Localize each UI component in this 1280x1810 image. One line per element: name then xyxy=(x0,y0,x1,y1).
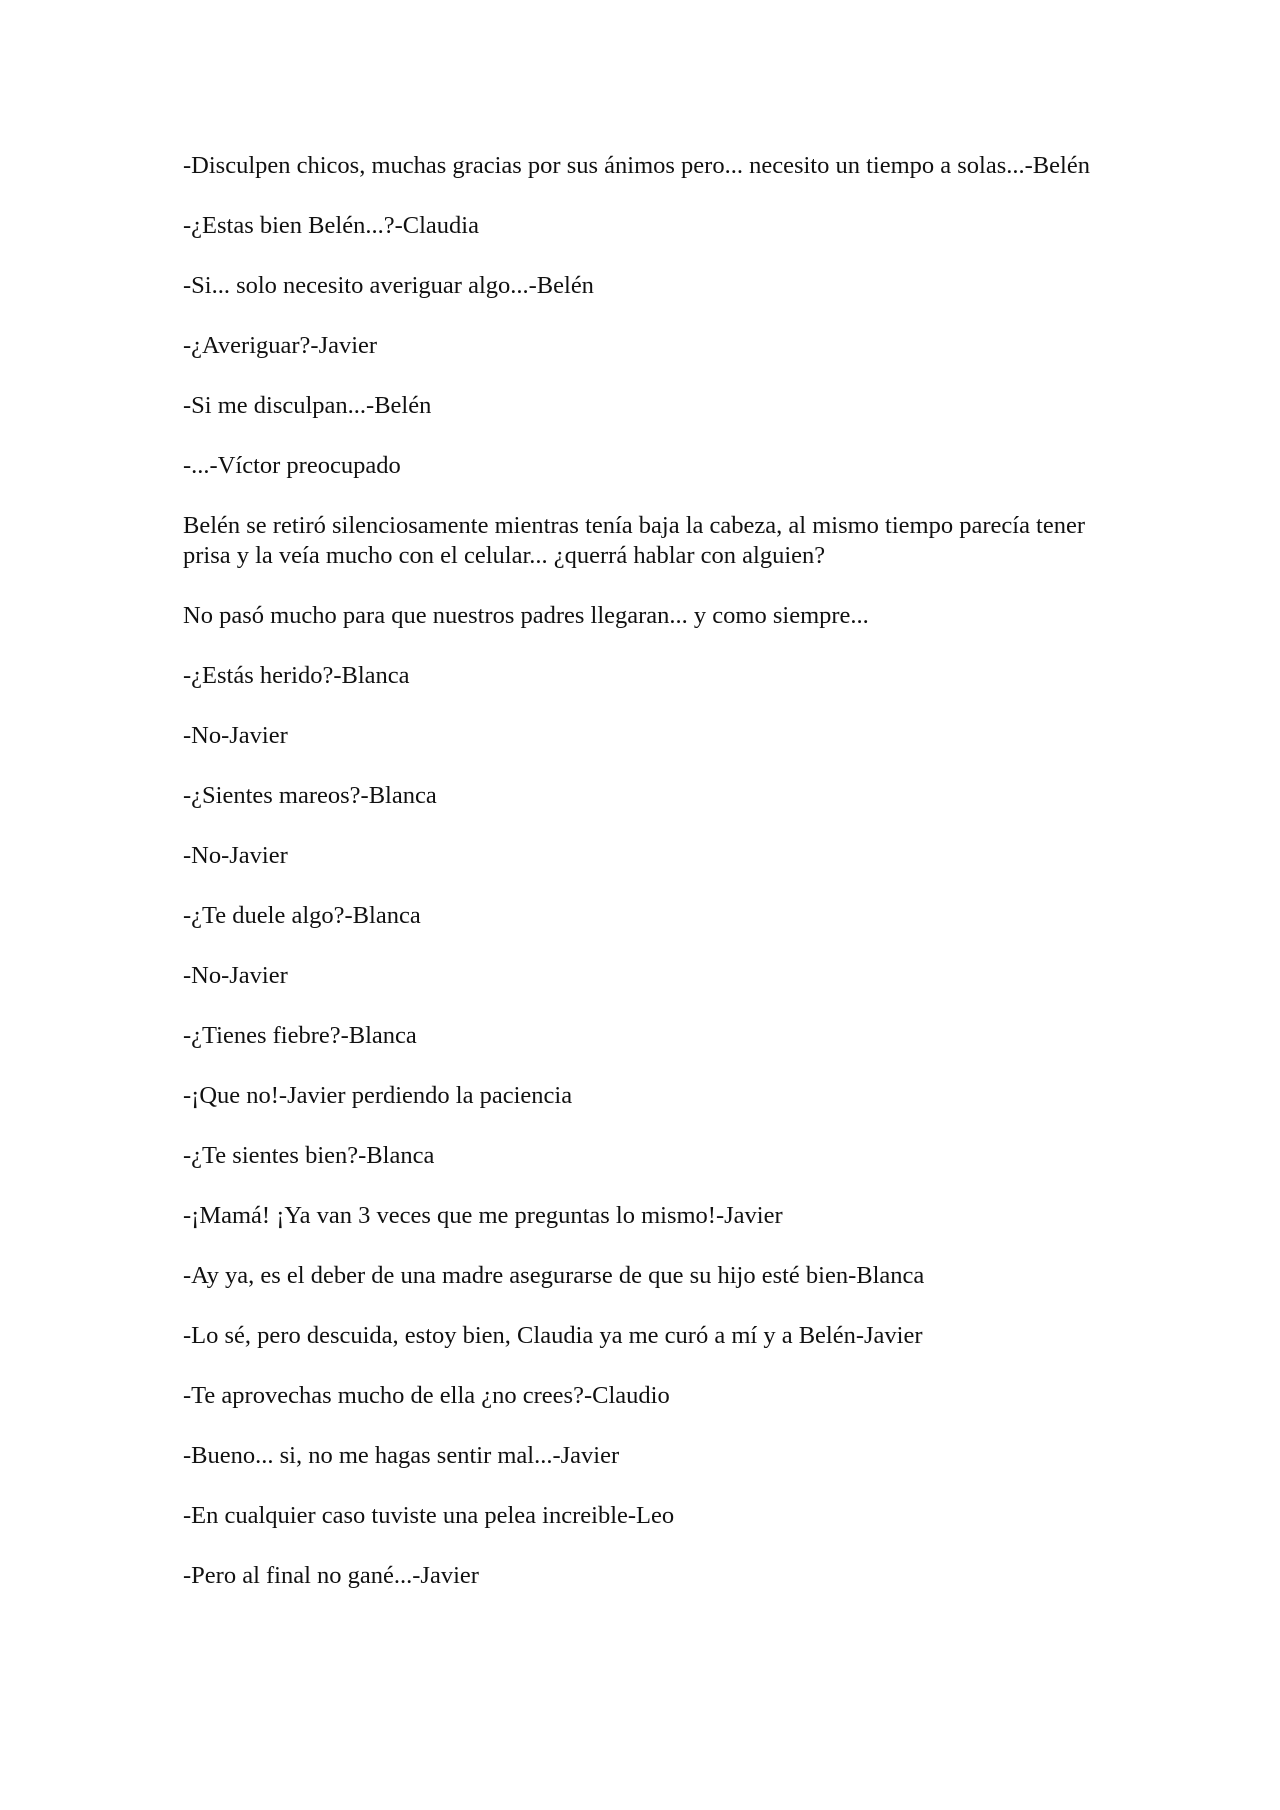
paragraph: -¿Te duele algo?-Blanca xyxy=(183,902,421,929)
paragraph: -¡Que no!-Javier perdiendo la paciencia xyxy=(183,1082,573,1109)
paragraph: -¿Estás herido?-Blanca xyxy=(183,662,410,689)
paragraph: -Disculpen chicos, muchas gracias por sus ánimos pero... necesito un tiempo a solas...-Belén xyxy=(183,152,1090,179)
paragraph: -¿Averiguar?-Javier xyxy=(183,332,378,359)
paragraph: -¿Sientes mareos?-Blanca xyxy=(183,782,437,809)
paragraph: -Ay ya, es el deber de una madre asegurarse de que su hijo esté bien-Blanca xyxy=(183,1262,925,1289)
paragraph: -Si me disculpan...-Belén xyxy=(183,392,432,419)
document-body xyxy=(183,151,1093,1621)
paragraph: -Si... solo necesito averiguar algo...-Belén xyxy=(183,272,594,299)
paragraph: -En cualquier caso tuviste una pelea increible-Leo xyxy=(183,1502,675,1529)
paragraph: Belén se retiró silenciosamente mientras tenía baja la cabeza, al mismo tiempo parecía tener prisa y la veía mucho con el celular... ¿querrá hablar con alguien? xyxy=(183,512,1086,569)
paragraph: -No-Javier xyxy=(183,842,288,869)
paragraph: -...-Víctor preocupado xyxy=(183,452,401,479)
paragraph: -¿Te sientes bien?-Blanca xyxy=(183,1142,435,1169)
paragraph: -¿Estas bien Belén...?-Claudia xyxy=(183,212,479,239)
paragraph: -¡Mamá! ¡Ya van 3 veces que me preguntas lo mismo!-Javier xyxy=(183,1202,783,1229)
paragraph: -¿Tienes fiebre?-Blanca xyxy=(183,1022,417,1049)
paragraph: -Pero al final no gané...-Javier xyxy=(183,1562,479,1589)
paragraph: -Bueno... si, no me hagas sentir mal...-Javier xyxy=(183,1442,620,1469)
paragraph: -Te aprovechas mucho de ella ¿no crees?-Claudio xyxy=(183,1382,670,1409)
paragraph: -No-Javier xyxy=(183,722,288,749)
paragraph: -No-Javier xyxy=(183,962,288,989)
paragraph: No pasó mucho para que nuestros padres llegaran... y como siempre... xyxy=(183,602,869,629)
paragraph: -Lo sé, pero descuida, estoy bien, Claudia ya me curó a mí y a Belén-Javier xyxy=(183,1322,923,1349)
